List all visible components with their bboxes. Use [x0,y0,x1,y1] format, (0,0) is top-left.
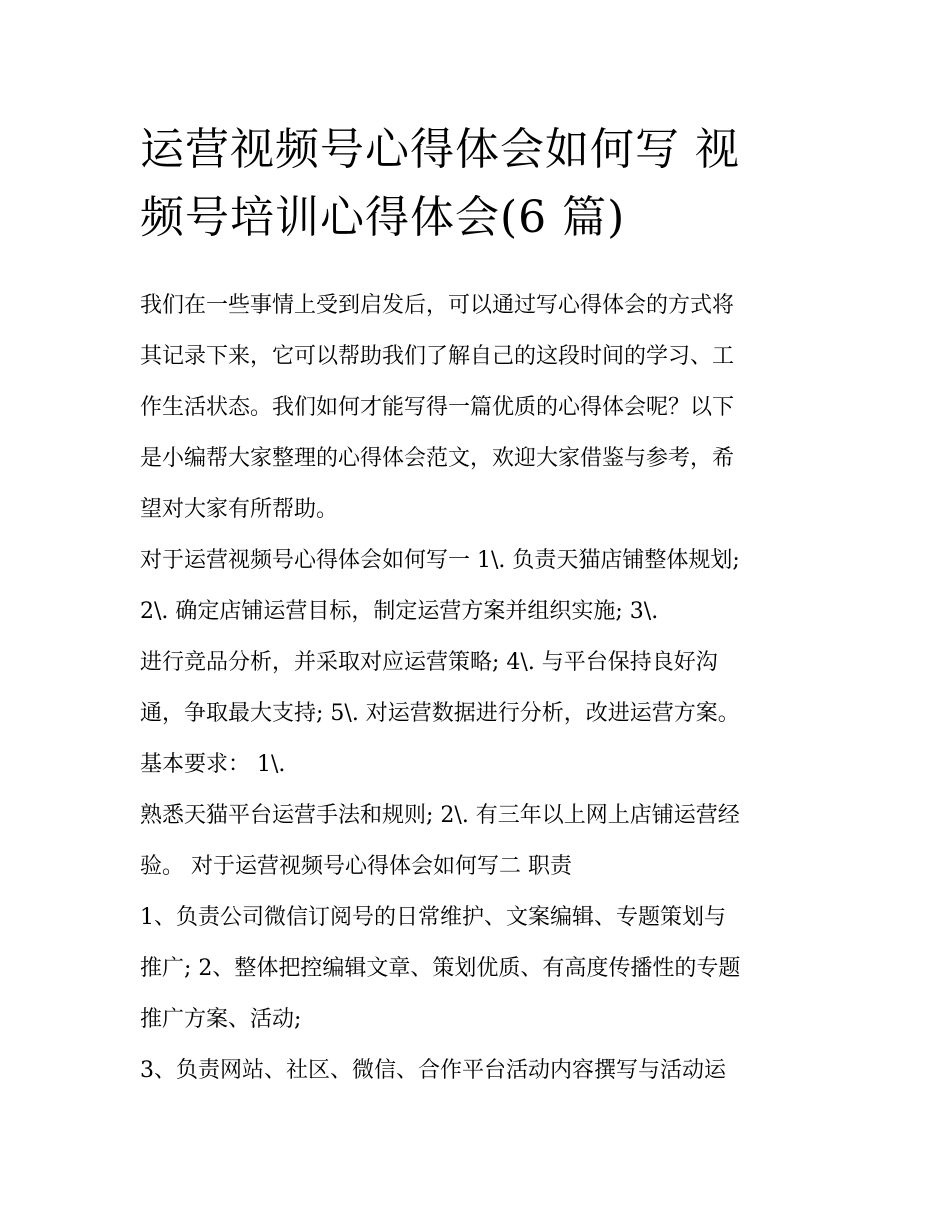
body-line: 作生活状态。我们如何才能写得一篇优质的心得体会呢？以下 [140,395,735,420]
body-line: 是小编帮大家整理的心得体会范文，欢迎大家借鉴与参考，希 [140,446,735,471]
body-line: 对于运营视频号心得体会如何写一 1\. 负责天猫店铺整体规划; [140,548,740,573]
body-line: 推广; 2、整体把控编辑文章、策划优质、有高度传播性的专题 [140,956,741,981]
body-line: 通，争取最大支持; 5\. 对运营数据进行分析，改进运营方案。 [140,701,740,726]
document-title [140,116,820,252]
document-body [140,280,820,1096]
body-line: 我们在一些事情上受到启发后，可以通过写心得体会的方式将 [140,293,735,318]
body-line: 熟悉天猫平台运营手法和规则; 2\. 有三年以上网上店铺运营经 [140,803,740,828]
body-line: 验。 对于运营视频号心得体会如何写二 职责 [140,854,572,879]
title-line-2: 频号培训心得体会(6 篇) [140,192,626,243]
body-line: 基本要求： 1\. [140,752,286,777]
body-line: 望对大家有所帮助。 [140,497,339,522]
body-line: 3、负责网站、社区、微信、合作平台活动内容撰写与活动运 [140,1058,726,1083]
body-line: 推广方案、活动; [140,1007,302,1032]
body-line: 进行竞品分析，并采取对应运营策略; 4\. 与平台保持良好沟 [140,650,718,675]
title-line-1: 运营视频号心得体会如何写 视 [140,124,740,175]
document-page [140,116,820,1096]
body-line: 1、负责公司微信订阅号的日常维护、文案编辑、专题策划与 [140,905,726,930]
body-line: 2\. 确定店铺运营目标，制定运营方案并组织实施; 3\. [140,599,659,624]
body-line: 其记录下来，它可以帮助我们了解自己的这段时间的学习、工 [140,344,735,369]
